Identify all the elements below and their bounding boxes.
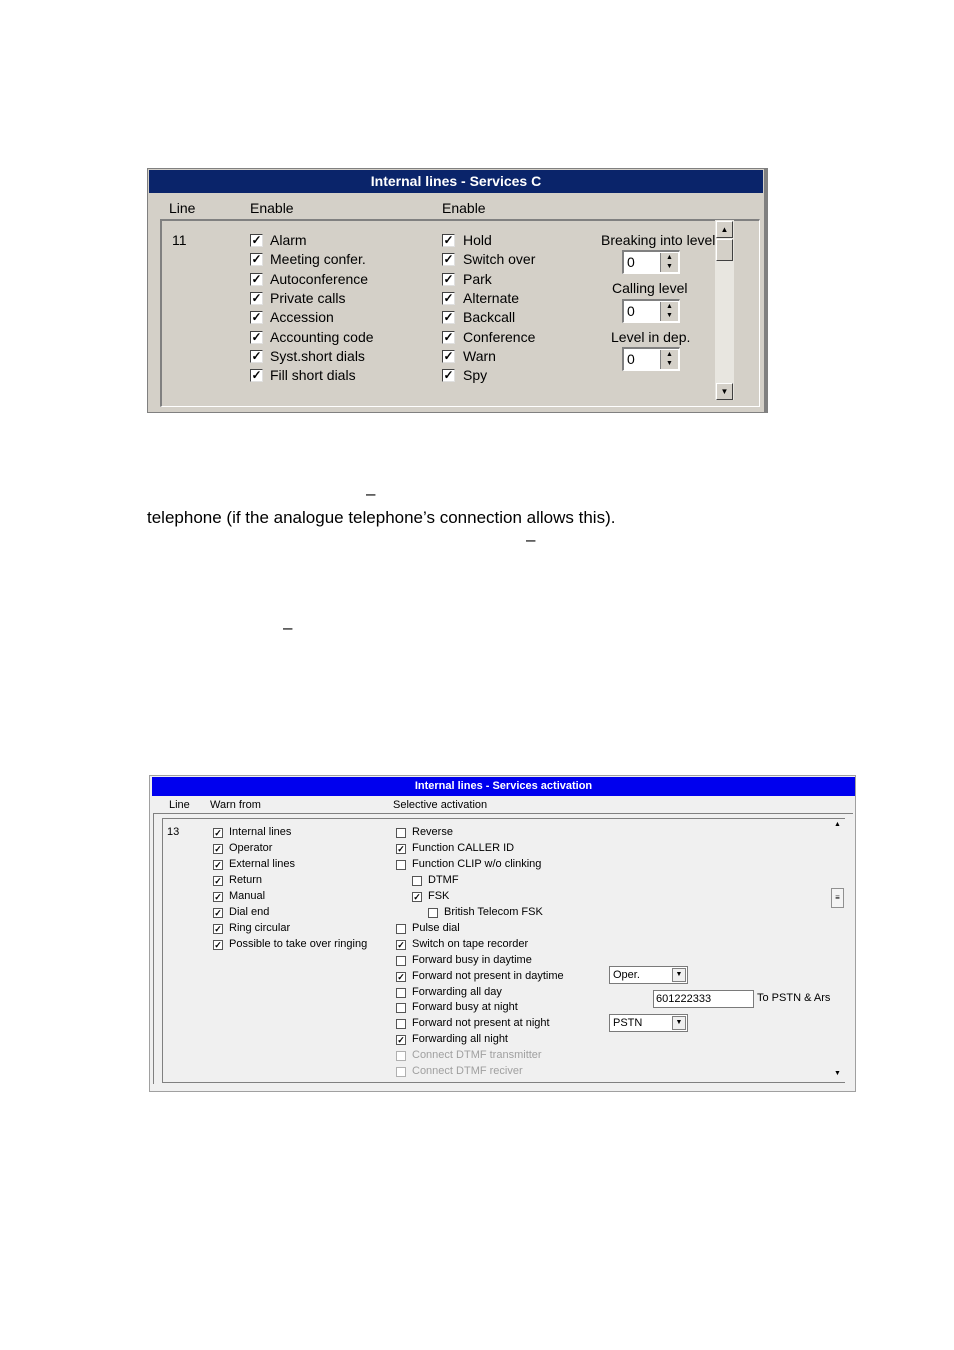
checkbox-label: Dial end: [229, 905, 270, 918]
scroll-up-icon[interactable]: ▲: [716, 221, 733, 238]
scroll-thumb[interactable]: [716, 239, 733, 261]
checkbox-label: DTMF: [428, 873, 459, 886]
checkbox[interactable]: ✓: [443, 329, 454, 344]
checkbox: [396, 1067, 406, 1077]
window-shadow: [764, 169, 768, 412]
checkbox-label: Hold: [463, 232, 492, 248]
left-border: [153, 813, 154, 1084]
dash-1: –: [366, 484, 376, 503]
enable-header-1: Enable: [250, 200, 294, 216]
night-forward-value: PSTN: [613, 1017, 643, 1029]
forward-number-value: 601222333: [656, 993, 712, 1005]
checkbox-label: Forward busy at night: [412, 1001, 518, 1014]
spin-arrows-icon[interactable]: ▲ ▼: [660, 253, 678, 272]
checkbox[interactable]: [428, 908, 438, 918]
checkbox-label: Alarm: [270, 232, 307, 248]
breaking-level-spinner[interactable]: [622, 250, 680, 274]
line-header: Line: [169, 799, 190, 811]
chevron-down-icon[interactable]: ▼: [672, 1016, 686, 1030]
checkbox-label: Operator: [229, 841, 273, 854]
checkbox[interactable]: ✓: [413, 891, 421, 902]
checkbox-label: Switch over: [463, 251, 536, 268]
checkbox-label: Meeting confer.: [270, 251, 366, 268]
forward-number-input[interactable]: [653, 990, 754, 1008]
checkbox-label: Spy: [463, 367, 488, 384]
checkbox-label: Autoconference: [270, 270, 369, 287]
forward-number-suffix: To PSTN & Ars: [757, 992, 831, 1004]
breaking-level-value: 0: [627, 254, 635, 270]
calling-level-spinner[interactable]: [622, 299, 680, 323]
checkbox[interactable]: ✓: [251, 329, 262, 344]
checkbox[interactable]: ✓: [397, 1035, 405, 1046]
checkbox[interactable]: ✓: [443, 271, 454, 286]
checkbox[interactable]: ✓: [443, 310, 454, 325]
checkbox[interactable]: ✓: [397, 971, 405, 982]
checkbox-label: Internal lines: [229, 826, 292, 838]
checkbox-label: Accession: [270, 309, 334, 326]
spin-arrows-icon[interactable]: ▲ ▼: [660, 302, 678, 321]
checkbox[interactable]: ✓: [251, 271, 262, 286]
breaking-level-label: Breaking into level: [601, 232, 716, 248]
checkbox[interactable]: ✓: [251, 310, 262, 325]
window-title: Internal lines - Services activation: [152, 777, 855, 796]
checkbox-label: Syst.short dials: [270, 347, 365, 364]
calling-level-value: 0: [627, 303, 635, 319]
checkbox[interactable]: [396, 988, 406, 998]
checkbox-label: Alternate: [463, 289, 520, 306]
checkbox[interactable]: ✓: [214, 891, 222, 902]
checkbox-label: Manual: [229, 889, 266, 902]
checkbox[interactable]: ✓: [214, 828, 222, 838]
checkbox[interactable]: ✓: [443, 348, 454, 363]
spin-arrows-icon[interactable]: ▲ ▼: [660, 350, 678, 369]
checkbox-label: FSK: [428, 889, 450, 902]
checkbox-label: British Telecom FSK: [444, 905, 543, 918]
checkbox[interactable]: ✓: [251, 252, 262, 267]
warn-from-header: Warn from: [210, 799, 261, 811]
line-header: Line: [169, 200, 196, 216]
dash-2: –: [526, 530, 536, 549]
checkbox[interactable]: ✓: [214, 907, 222, 918]
checkbox-label: Pulse dial: [412, 921, 460, 934]
checkbox-label: Conference: [463, 328, 536, 345]
calling-level-label: Calling level: [612, 280, 688, 296]
enable-header-2: Enable: [442, 200, 486, 216]
checkbox[interactable]: [396, 1019, 406, 1029]
dash-3: –: [283, 618, 293, 637]
checkbox[interactable]: ✓: [443, 252, 454, 267]
checkbox[interactable]: ✓: [214, 859, 222, 870]
line-number: 13: [167, 826, 180, 838]
window-title: Internal lines - Services C: [149, 170, 763, 193]
checkbox: [396, 1051, 406, 1061]
checkbox-label: Connect DTMF transmitter: [412, 1049, 542, 1062]
level-in-dep-spinner[interactable]: [622, 347, 680, 371]
scroll-down-icon[interactable]: ▼: [834, 1070, 841, 1077]
checkbox-label: Switch on tape recorder: [412, 937, 529, 950]
level-in-dep-value: 0: [627, 351, 635, 367]
night-forward-select[interactable]: [609, 1014, 688, 1032]
checkbox-label: Forwarding all day: [412, 985, 502, 998]
checkbox[interactable]: ✓: [214, 923, 222, 934]
checkbox-label: Possible to take over ringing: [229, 937, 368, 950]
checkbox-label: Return: [229, 873, 263, 886]
checkbox-label: Park: [463, 270, 492, 287]
scroll-up-icon[interactable]: ▲: [834, 821, 841, 828]
checkbox[interactable]: [396, 956, 406, 966]
checkbox[interactable]: ✓: [251, 233, 262, 247]
checkbox[interactable]: ✓: [443, 368, 454, 383]
checkbox[interactable]: ✓: [214, 875, 222, 886]
checkbox[interactable]: ✓: [397, 939, 405, 950]
checkbox[interactable]: [396, 1003, 406, 1013]
level-in-dep-label: Level in dep.: [611, 329, 691, 345]
line-number: 11: [172, 232, 187, 248]
checkbox-label: Function CLIP w/o clinking: [412, 857, 542, 870]
scroll-down-icon[interactable]: ▼: [716, 383, 733, 400]
checkbox-label: Warn: [463, 347, 496, 364]
checkbox-label: Reverse: [412, 826, 453, 838]
checkbox-label: Forward busy in daytime: [412, 953, 532, 966]
checkbox-label: Forward not present in daytime: [412, 969, 564, 982]
vertical-scrollbar[interactable]: [831, 819, 846, 1081]
header-divider: [153, 813, 853, 814]
checkbox[interactable]: ✓: [214, 843, 222, 854]
checkbox-label: Ring circular: [229, 921, 291, 934]
checkbox-label: Accounting code: [270, 328, 374, 345]
checkbox-label: Backcall: [463, 309, 516, 326]
checkbox[interactable]: ✓: [443, 233, 454, 247]
daytime-forward-select[interactable]: [609, 966, 688, 984]
services-c-window: [147, 168, 768, 413]
checkbox[interactable]: ✓: [397, 843, 405, 854]
checkbox-label: Function CALLER ID: [412, 841, 515, 854]
checkbox[interactable]: ✓: [251, 290, 262, 305]
checkbox-label: Fill short dials: [270, 367, 356, 384]
services-activation-window: [149, 775, 856, 1092]
checkbox[interactable]: ✓: [251, 368, 262, 383]
checkbox-label: Forwarding all night: [412, 1033, 508, 1046]
checkbox-label: Forward not present at night: [412, 1017, 550, 1030]
body-paragraph: telephone (if the analogue telephone’s connection allows this).: [147, 508, 616, 527]
checkbox[interactable]: ✓: [251, 348, 262, 363]
checkbox[interactable]: ✓: [443, 290, 454, 305]
checkbox-label: Connect DTMF reciver: [412, 1065, 523, 1078]
checkbox-label: Private calls: [270, 289, 346, 306]
checkbox[interactable]: [396, 860, 406, 870]
selective-activation-header: Selective activation: [393, 799, 488, 811]
chevron-down-icon[interactable]: ▼: [672, 968, 686, 982]
checkbox-label: External lines: [229, 857, 296, 870]
scroll-thumb[interactable]: ≡: [831, 888, 844, 908]
checkbox[interactable]: [412, 876, 422, 886]
checkbox[interactable]: [396, 924, 406, 934]
vertical-scrollbar[interactable]: [715, 220, 734, 400]
daytime-forward-value: Oper.: [613, 969, 640, 981]
checkbox[interactable]: [396, 828, 406, 838]
checkbox[interactable]: ✓: [214, 939, 222, 950]
